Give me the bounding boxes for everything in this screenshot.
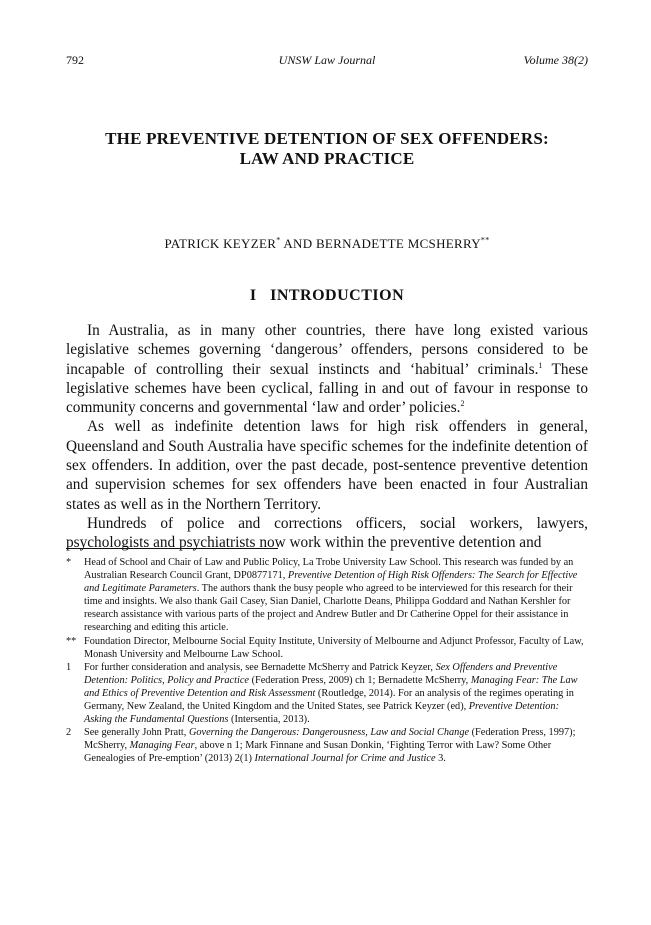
volume-label: Volume 38(2) [523,53,588,67]
body-text [66,321,588,553]
author-connector: AND [280,236,316,251]
author-keyzer: PATRICK KEYZER [164,236,277,251]
footnote-ref-2[interactable]: 2 [460,399,465,409]
author-footnote-mark-2[interactable]: ** [480,235,490,245]
paragraph-1-text-b: These legislative schemes have been cyclical, falling in and out of favour in response to community concerns and governmental ‘law and order’ policies. [66,360,589,417]
footnote-text: , above n 1; Mark Finnane and Susan Donkin, ‘Fighting Terror with Law? Some Other Genealogies of Pre-emption’ (2013) 2(1) [84,740,552,765]
title-line-2: LAW AND PRACTICE [239,149,415,168]
footnote-mark: * [66,557,72,568]
footnote-1 [66,661,588,726]
footnote-text: (Routledge, 2014). For an analysis of the regimes operating in Germany, New Zealand, the United Kingdom and the United States, see Patrick Keyzer (ed), [84,687,574,713]
footnote-text: . The authors thank the busy people who agreed to be interviewed for this research for their time and insights. We also thank Gail Casey, Sian Daniel, Charlotte Deans, Philippa Goddard and Nathan Kershler for research assistance with various parts of the project and Andrew Butler and Dr Catherine Oppel for their assistance in researching and editing this article. [84,583,573,634]
page-number: 792 [66,53,84,67]
footnote-mark: ** [66,635,77,647]
footnote-mark: 1 [66,661,72,673]
footnote-italic: Governing the Dangerous: Dangerousness, Law and Social Change [188,727,470,739]
footnote-italic: Sex Offenders and Preventive Detention: Politics, Policy and Practice [84,661,558,686]
footnote-text: 3. [435,753,446,765]
section-heading: I INTRODUCTION [249,287,405,304]
footnote-double-star [66,635,588,661]
footnote-text: Head of School and Chair of Law and Public Policy, La Trobe University Law School. This research was funded by an Australian Research Council Grant, DP0877171, [84,557,574,582]
footnote-divider [66,548,278,549]
footnote-text: See generally John Pratt, [84,727,189,739]
journal-name: UNSW Law Journal [278,53,376,67]
paragraph-2: As well as indefinite detention laws for high risk offenders in general, Queensland and South Australia have specific schemes for the indefinite detention of sex offenders. In addition, over the past decade, post-sentence preventive detention and supervision schemes for sex offenders have been enacted in four Australian states as well as in the Northern Territory. [66,418,588,513]
footnote-italic: Managing Fear [129,740,195,752]
footnote-mark: 2 [66,727,72,739]
author-footnote-mark-1[interactable]: * [276,235,281,245]
author-line [66,236,588,252]
paragraph-1 [66,321,588,417]
footnote-text: For further consideration and analysis, see Bernadette McSherry and Patrick Keyzer, [84,661,436,673]
paragraph-1-text-a: In Australia, as in many other countries, there have long existed various legislative schemes governing ‘dangerous’ offenders, persons considered to be incapable of controlling their sexual instincts and ‘habitual’ criminals. [66,322,588,378]
author-mcsherry: BERNADETTE MCSHERRY [315,236,481,251]
footnote-text: Foundation Director, Melbourne Social Equity Institute, University of Melbourne and Adjunct Professor, Faculty of Law, Monash University and Melbourne Law School. [84,635,584,660]
article-title [66,129,588,169]
footnote-ref-1[interactable]: 1 [538,360,543,370]
footnote-star [66,556,588,635]
footnote-text: (Intersentia, 2013). [228,714,310,726]
footnote-italic: Managing Fear: The Law and Ethics of Preventive Detention and Risk Assessment [84,674,578,699]
running-header [66,53,588,69]
footnote-text: (Federation Press, 2009) ch 1; Bernadette McSherry, [249,674,471,686]
footnote-2 [66,726,588,765]
paragraph-3: Hundreds of police and corrections officers, social workers, lawyers, psychologists and psychiatrists now work within the preventive detention and [66,514,588,552]
footnote-italic: Preventive Detention: Asking the Fundamental Questions [84,701,560,726]
title-line-1: THE PREVENTIVE DETENTION OF SEX OFFENDERS: [105,129,549,148]
footnote-text: (Federation Press, 1997); McSherry, [84,727,576,752]
footnote-italic: International Journal for Crime and Justice [254,753,436,765]
footnotes [66,556,588,766]
footnote-italic: Preventive Detention of High Risk Offenders: The Search for Effective and Legitimate Parameters [84,570,578,595]
